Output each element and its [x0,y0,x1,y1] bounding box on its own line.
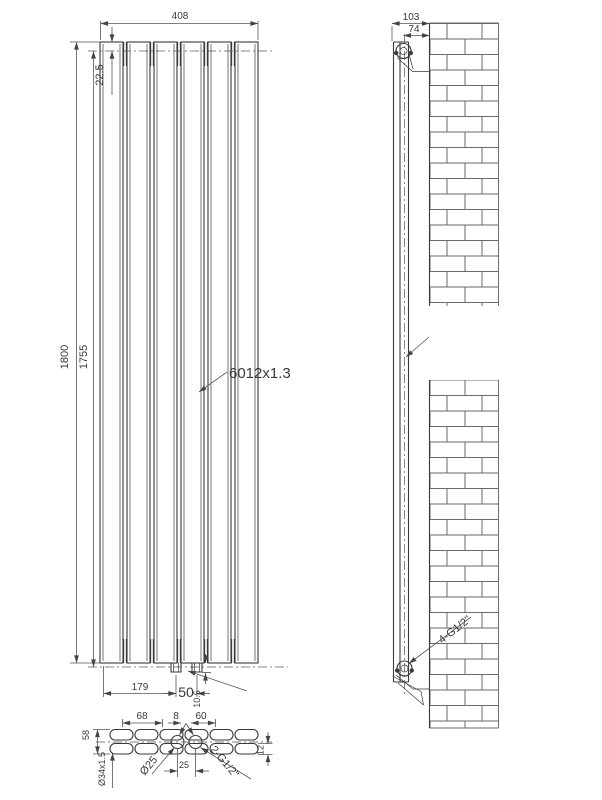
section-view [81,711,273,788]
label-dia34-text: Ø34x1.5 [97,751,107,787]
dim-22-5-value: 22.5 [94,64,106,86]
radiator-panels [100,42,258,663]
label-dia34 [97,752,113,788]
dim-60 [191,711,216,723]
dim-25-value: 25 [178,760,190,770]
model-label [199,365,291,392]
label-dia25 [138,748,175,778]
dim-74-value: 74 [408,24,420,35]
bottom-wall-bracket [393,661,430,705]
white-patch [415,306,503,380]
dim-12-value: 12 [255,744,266,756]
dim-8-value: 8 [173,711,179,722]
dim-1755-value: 1755 [78,344,90,370]
dim-103-value: 103 [402,12,420,23]
top-wall-bracket [394,44,430,72]
dim-1800-value: 1800 [59,344,71,370]
dim-58 [81,730,110,755]
dim-74 [404,24,430,36]
label-2-g12-text: 2-G1/2" [207,743,241,781]
dim-10-5-value: 10.5 [192,690,202,708]
dim-408 [101,11,259,40]
label-4-g12-text: 4-G1/2" [436,613,474,647]
side-view [392,12,503,728]
connection-stubs [171,663,202,672]
dim-179-value: 179 [131,682,149,693]
dim-68-value: 68 [136,711,148,722]
header-connectors [124,42,234,663]
dim-50-value: 50 [178,684,194,700]
dim-50 [163,684,210,700]
dim-58-value: 58 [81,729,91,741]
front-view [59,11,291,708]
dim-8 [168,711,181,723]
dim-60-value: 60 [195,711,207,722]
dim-408-value: 408 [171,11,189,22]
model-label-text: 6012x1.3 [229,365,291,382]
label-dia25-text: Ø25 [137,754,161,778]
radiator-side-profile [394,34,409,697]
dim-1755 [78,51,94,667]
